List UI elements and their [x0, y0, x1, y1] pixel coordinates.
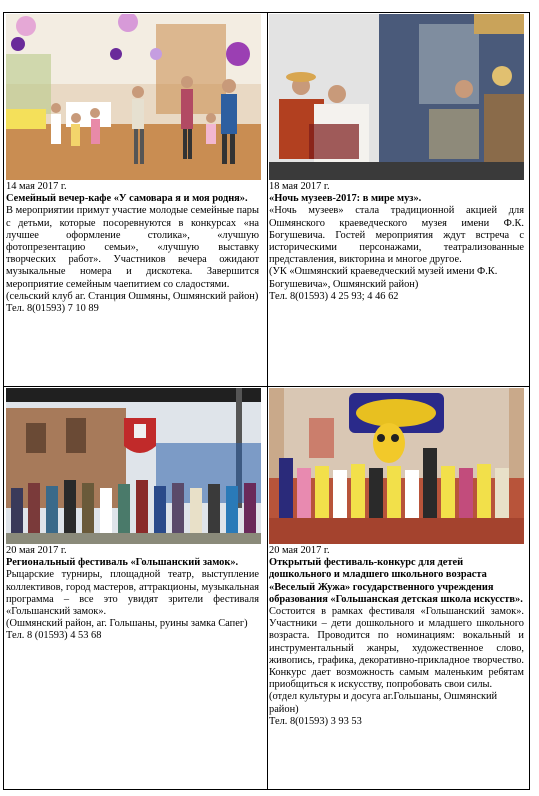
event-4-title: Открытый фестиваль-конкурс для детей дошкольного и младшего школьного возраста «Веселый Жужа» государственного учреждения образования «Гольшанская детская школа искусств».: [269, 557, 523, 605]
event-4-text: [269, 545, 524, 728]
event-1-location: (сельский клуб аг. Станция Ошмяны, Ошмянский район): [6, 290, 259, 302]
event-3-location: (Ошмянский район, аг. Гольшаны, руины замка Сапег): [6, 618, 248, 630]
event-2-date: 18 мая 2017 г.: [269, 181, 330, 192]
event-2-phone: Тел. 8(01593) 4 25 93; 4 46 62: [269, 290, 399, 302]
event-4-date: 20 мая 2017 г.: [269, 545, 330, 556]
event-4-description: Состоится в рамках фестиваля «Гольшанский замок». Участники – дети дошкольного и младшего школьного возраста. Проводится по номинациям: вокальный и инструментальный жанры, художественное слово, живопись, графика, декоративно-прикладное творчество. Конкурс дает возможность самым маленьким ребятам приобщиться к искусству, попробовать свои силы.: [269, 606, 524, 691]
event-3-phone: Тел. 8 (01593) 4 53 68: [6, 630, 102, 642]
row-divider: [4, 386, 529, 387]
photo-children-festival: [269, 388, 524, 544]
column-divider: [267, 13, 268, 789]
event-3-title: Региональный фестиваль «Гольшанский замок».: [6, 557, 239, 569]
event-3-text: [6, 545, 259, 643]
event-2-location: (УК «Ошмянский краеведческий музей имени Ф.К. Богушевича», Ошмянский район): [269, 266, 498, 290]
event-3-description: Рыцарские турниры, площадной театр, выступление коллективов, город мастеров, аттракционы, музыкальная программа – все это увидят зрители фестиваля «Гольшанский замок».: [6, 569, 259, 618]
event-1-description: В мероприятии примут участие молодые семейные пары с детьми, которые посоревнуются в конкурсах «на лучшее оформление столика», «лучшую фотопрезентацию семьи», «лучшую выставку творческих работ». Участников вечера ожидают музыкальные номера и дискотека. Завершится мероприятие семейным чаепитием со сладостями.: [6, 205, 259, 290]
photo-castle-festival: [6, 388, 261, 544]
photo-family-cafe: [6, 14, 261, 180]
event-1-date: 14 мая 2017 г.: [6, 181, 67, 192]
event-1-title: Семейный вечер-кафе «У самовара я и моя родня».: [6, 193, 248, 205]
event-1-text: [6, 181, 259, 315]
event-3-date: 20 мая 2017 г.: [6, 545, 67, 556]
photo-museum-night: [269, 14, 524, 180]
event-2-text: [269, 181, 524, 303]
event-4-location: (отдел культуры и досуга аг.Гольшаны, Ошмянский район): [269, 691, 498, 715]
event-2-description: «Ночь музеев» стала традиционной акцией для Ошмянского краеведческого музея имени Ф.К. Богушевича. Гостей мероприятия ждут встреча с историческими персонажами, театрализованные представления, викторина и многое другое.: [269, 205, 524, 266]
event-4-phone: Тел. 8(01593) 3 93 53: [269, 715, 362, 727]
event-1-phone: Тел. 8(01593) 7 10 89: [6, 303, 99, 315]
event-2-title: «Ночь музеев-2017: в мире муз».: [269, 193, 422, 205]
